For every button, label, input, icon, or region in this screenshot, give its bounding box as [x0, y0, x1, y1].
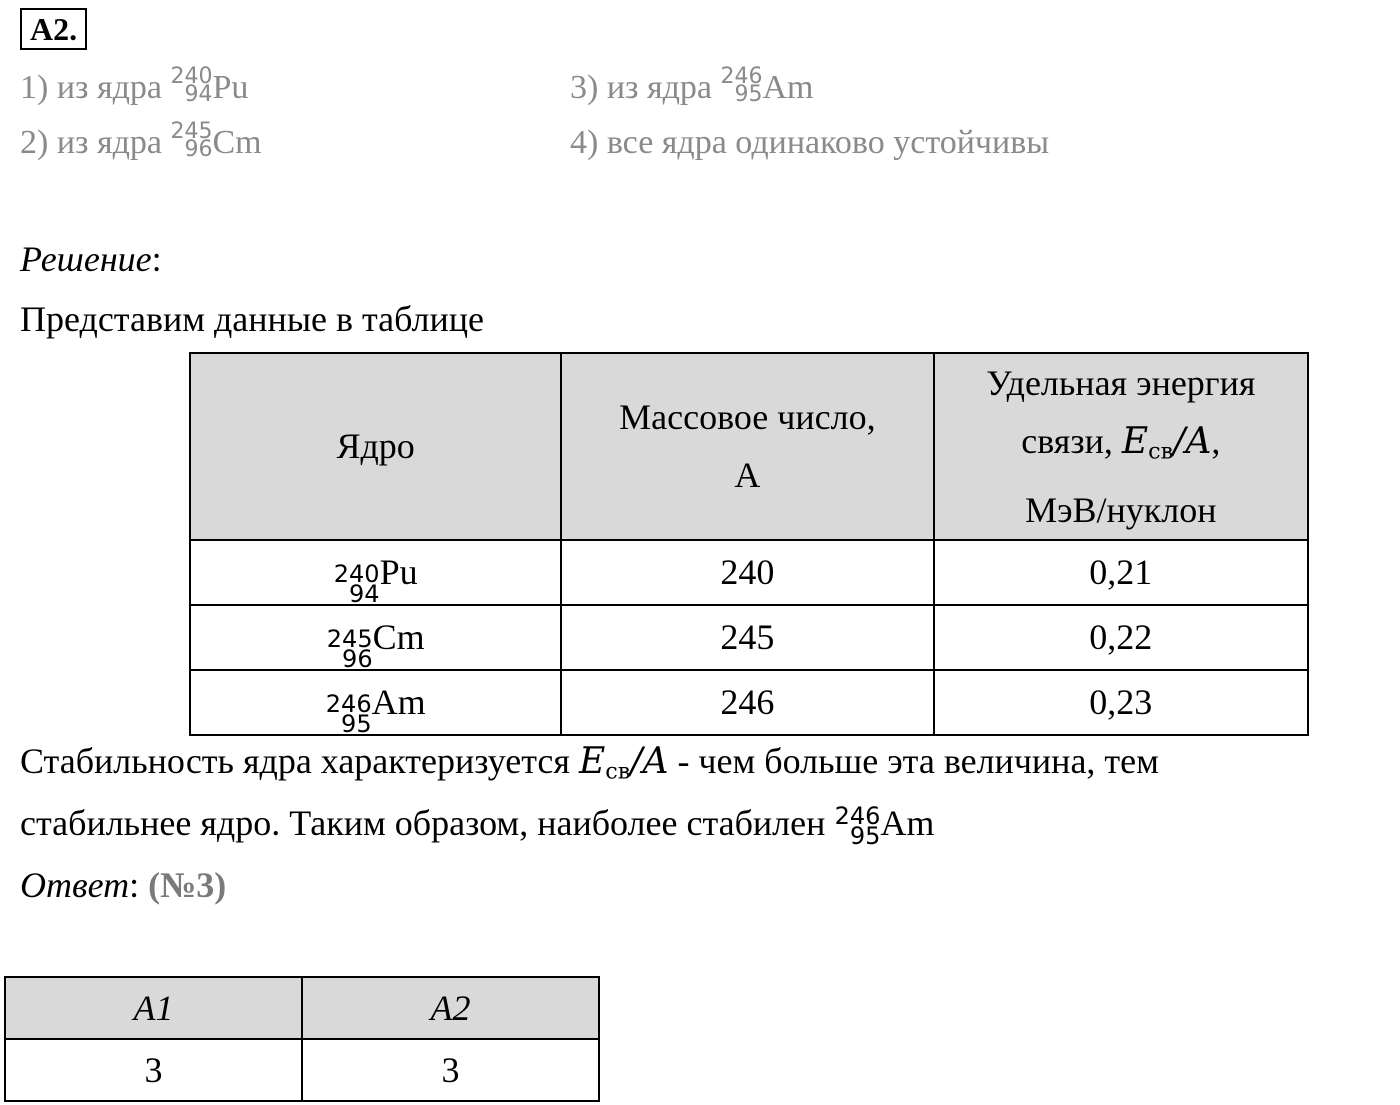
header-binding-energy: Удельная энергия связи, $E_{св}/A$, МэВ/нуклон: [934, 353, 1308, 540]
answers-header-a2: А2: [302, 977, 599, 1039]
cell-nucleus: 240 94 Pu: [190, 540, 561, 605]
answers-header-a1: А1: [5, 977, 302, 1039]
answers-value-row: [5, 1039, 599, 1101]
option-1: [20, 64, 249, 108]
cell-mass-number: 246: [561, 670, 933, 735]
solution-intro: Представим данные в таблице: [20, 299, 485, 339]
option-number: 2): [20, 124, 49, 161]
option-number: 3): [570, 69, 599, 106]
answer-value: (№3): [148, 865, 227, 905]
option-text: из ядра: [56, 69, 162, 106]
nucleus-pu: 240 94 Pu: [170, 64, 249, 107]
option-text: из ядра: [56, 124, 162, 161]
table-header-row: [190, 353, 1308, 540]
cell-mass-number: 245: [561, 605, 933, 670]
answer-line: Ответ: (№3): [20, 865, 227, 905]
option-text: из ядра: [606, 69, 712, 106]
answers-value-a1: 3: [5, 1039, 302, 1101]
header-mass-number: Массовое число, А: [561, 353, 933, 540]
cell-energy: 0,21: [934, 540, 1308, 605]
answer-label: Ответ: [20, 865, 130, 905]
cell-energy: 0,23: [934, 670, 1308, 735]
cell-nucleus: 246 95 Am: [190, 670, 561, 735]
option-2: [20, 119, 262, 163]
option-3: [570, 64, 814, 108]
nucleus-cm: 245 96 Cm: [170, 119, 262, 162]
solution-label: Решение:: [20, 239, 162, 279]
answers-header-row: [5, 977, 599, 1039]
cell-mass-number: 240: [561, 540, 933, 605]
nuclei-table: [189, 352, 1309, 739]
option-number: 1): [20, 69, 49, 106]
formula-e-per-a: $E_{св}/A$: [578, 741, 669, 785]
nucleus-am: 246 95 Am: [834, 802, 935, 850]
formula-e-per-a: $E_{св}/A$: [1121, 421, 1212, 465]
answers-value-a2: 3: [302, 1039, 599, 1101]
table-row: [190, 540, 1308, 605]
table-row: [190, 605, 1308, 670]
answers-table: [4, 976, 600, 1102]
header-nucleus: Ядро: [190, 353, 561, 540]
conclusion-line-1: Стабильность ядра характеризуется $E_{св}/A$ - чем больше эта величина, тем: [20, 741, 1159, 785]
option-text: все ядра одинаково устойчивы: [606, 124, 1050, 161]
cell-energy: 0,22: [934, 605, 1308, 670]
question-number: А2.: [20, 8, 87, 50]
cell-nucleus: 245 96 Cm: [190, 605, 561, 670]
conclusion-line-2: стабильнее ядро. Таким образом, наиболее стабилен 246 95 Am: [20, 802, 935, 850]
table-row: [190, 670, 1308, 735]
option-4: [570, 123, 1049, 163]
nucleus-am: 246 95 Am: [720, 64, 814, 107]
option-number: 4): [570, 124, 599, 161]
